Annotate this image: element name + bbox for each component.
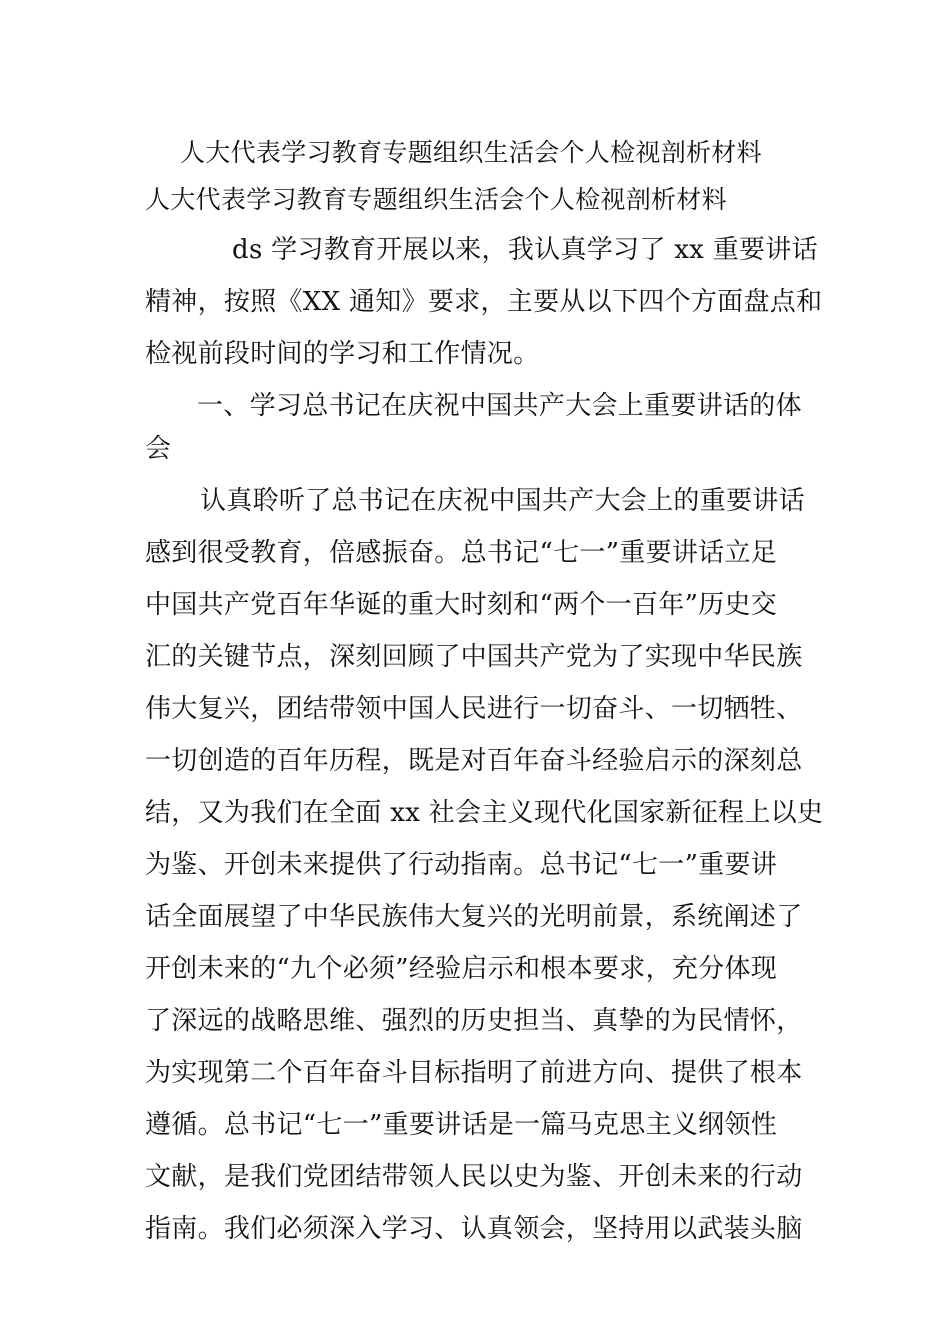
body-line-7: 汇的关键节点，深刻回顾了中国共产党为了实现中华民族 [145, 642, 803, 672]
section-heading-1-cont: 会 [145, 434, 172, 464]
body-line-2: 精神，按照《XX 通知》要求，主要从以下四个方面盘点和 [145, 287, 823, 317]
body-line-8: 伟大复兴，团结带领中国人民进行一切奋斗、一切牺牲、 [145, 694, 803, 724]
body-line-6: 中国共产党百年华诞的重大时刻和“两个一百年”历史交 [145, 590, 778, 620]
document-subtitle: 人大代表学习教育专题组织生活会个人检视剖析材料 [145, 185, 727, 214]
body-line-14: 了深远的战略思维、强烈的历史担当、真挚的为民情怀， [145, 1006, 803, 1036]
body-line-17: 文献，是我们党团结带领人民以史为鉴、开创未来的行动 [145, 1162, 803, 1192]
section-heading-1: 一、学习总书记在庆祝中国共产大会上重要讲话的体 [197, 391, 802, 421]
body-line-11: 为鉴、开创未来提供了行动指南。总书记“七一”重要讲 [145, 850, 778, 880]
body-line-12: 话全面展望了中华民族伟大复兴的光明前景，系统阐述了 [145, 902, 803, 932]
body-line-10: 结，又为我们在全面 xx 社会主义现代化国家新征程上以史 [145, 798, 824, 828]
body-line-13: 开创未来的“九个必须”经验启示和根本要求，充分体现 [145, 954, 778, 984]
body-line-9: 一切创造的百年历程，既是对百年奋斗经验启示的深刻总 [145, 746, 803, 776]
body-line-16: 遵循。总书记“七一”重要讲话是一篇马克思主义纲领性 [145, 1110, 778, 1140]
body-line-4: 认真聆听了总书记在庆祝中国共产大会上的重要讲话 [200, 486, 805, 516]
body-line-1: ds 学习教育开展以来，我认真学习了 xx 重要讲话 [232, 235, 818, 265]
body-line-18: 指南。我们必须深入学习、认真领会，坚持用以武装头脑 [145, 1214, 803, 1244]
document-title: 人大代表学习教育专题组织生活会个人检视剖析材料 [180, 138, 762, 167]
body-line-3: 检视前段时间的学习和工作情况。 [145, 339, 540, 369]
body-line-15: 为实现第二个百年奋斗目标指明了前进方向、提供了根本 [145, 1058, 803, 1088]
body-line-5: 感到很受教育，倍感振奋。总书记“七一”重要讲话立足 [145, 538, 778, 568]
